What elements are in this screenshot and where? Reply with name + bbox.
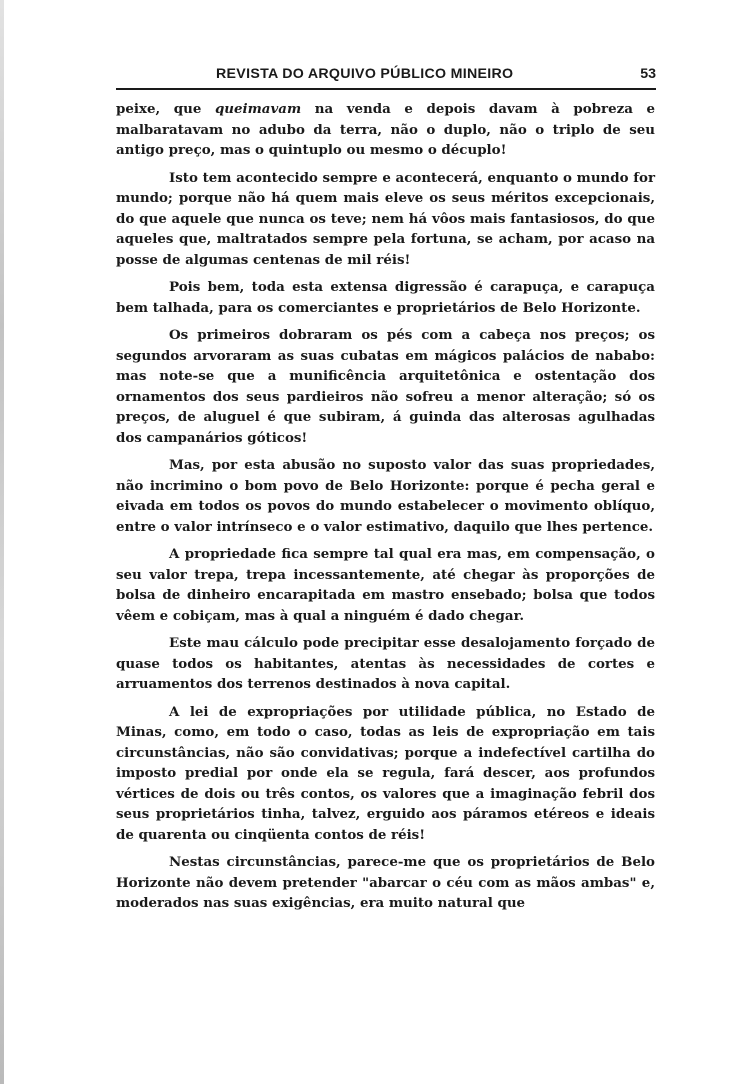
running-header xyxy=(116,66,656,90)
paragraph-1-rest: na venda e depois davam à pobreza e malbaratavam no adubo da terra, não o duplo, não o triplo de seu antigo preço, mas o quintuplo ou mesmo o décuplo! xyxy=(116,101,656,158)
italic-word: queimavam xyxy=(214,101,302,117)
paragraph-1-start: peixe, que xyxy=(116,101,215,117)
article-body xyxy=(116,99,655,914)
paragraph-1 xyxy=(116,99,655,161)
page-edge-shadow xyxy=(0,0,4,1084)
header-rule xyxy=(116,88,656,90)
paragraph-8: A lei de expropriações por utilidade pública, no Estado de Minas, como, em todo o caso, todas as leis de expropriação em tais circunstâncias, não são convidativas; porque a indefectível cartilha do imposto predial por onde ela se regula, fará descer, aos profundos vértices de dois ou três contos, os valores que a imaginação febril dos seus proprietários tinha, talvez, erguido aos páramos etéreos e ideais de quarenta ou cinqüenta contos de réis! xyxy=(116,703,655,843)
paragraph-3: Pois bem, toda esta extensa digressão é carapuça, e carapuça bem talhada, para os comerciantes e proprietários de Belo Horizonte. xyxy=(116,279,655,316)
paragraph-9: Nestas circunstâncias, parece-me que os proprietários de Belo Horizonte não devem pretender "abarcar o céu com as mãos ambas" e, moderados nas suas exigências, era muito natural que xyxy=(116,854,655,911)
paragraph-7: Este mau cálculo pode precipitar esse desalojamento forçado de quase todos os habitantes, atentas às necessidades de cortes e arruamentos dos terrenos destinados à nova capital. xyxy=(116,635,655,692)
paragraph-6: A propriedade fica sempre tal qual era mas, em compensação, o seu valor trepa, trepa incessantemente, até chegar às proporções de bolsa de dinheiro encarapitada em mastro ensebado; bolsa que todos vêem e cobiçam, mas à qual a ninguém é dado chegar. xyxy=(116,546,655,624)
paragraph-2: Isto tem acontecido sempre e acontecerá, enquanto o mundo for mundo; porque não há quem mais eleve os seus méritos excepcionais, do que aquele que nunca os teve; nem há vôos mais fantasiosos, do que aqueles que, maltratados sempre pela fortuna, se acham, por acaso na posse de algumas centenas de mil réis! xyxy=(116,169,655,268)
paragraph-4: Os primeiros dobraram os pés com a cabeça nos preços; os segundos arvoraram as suas cubatas em mágicos palácios de nababo: mas note-se que a munificência arquitetônica e ostentação dos ornamentos dos seus pardieiros não sofreu a menor alteração; só os preços, de aluguel é que subiram, á guinda das alterosas agulhadas dos campanários góticos! xyxy=(116,327,655,446)
journal-title: REVISTA DO ARQUIVO PÚBLICO MINEIRO xyxy=(216,66,514,82)
paragraph-5: Mas, por esta abusão no suposto valor das suas propriedades, não incrimino o bom povo de Belo Horizonte: porque é pecha geral e eivada em todos os povos do mundo estabelecer o movimento oblíquo, entre o valor intrínseco e o valor estimativo, daquilo que lhes pertence. xyxy=(116,457,655,535)
page-number: 53 xyxy=(640,66,656,82)
